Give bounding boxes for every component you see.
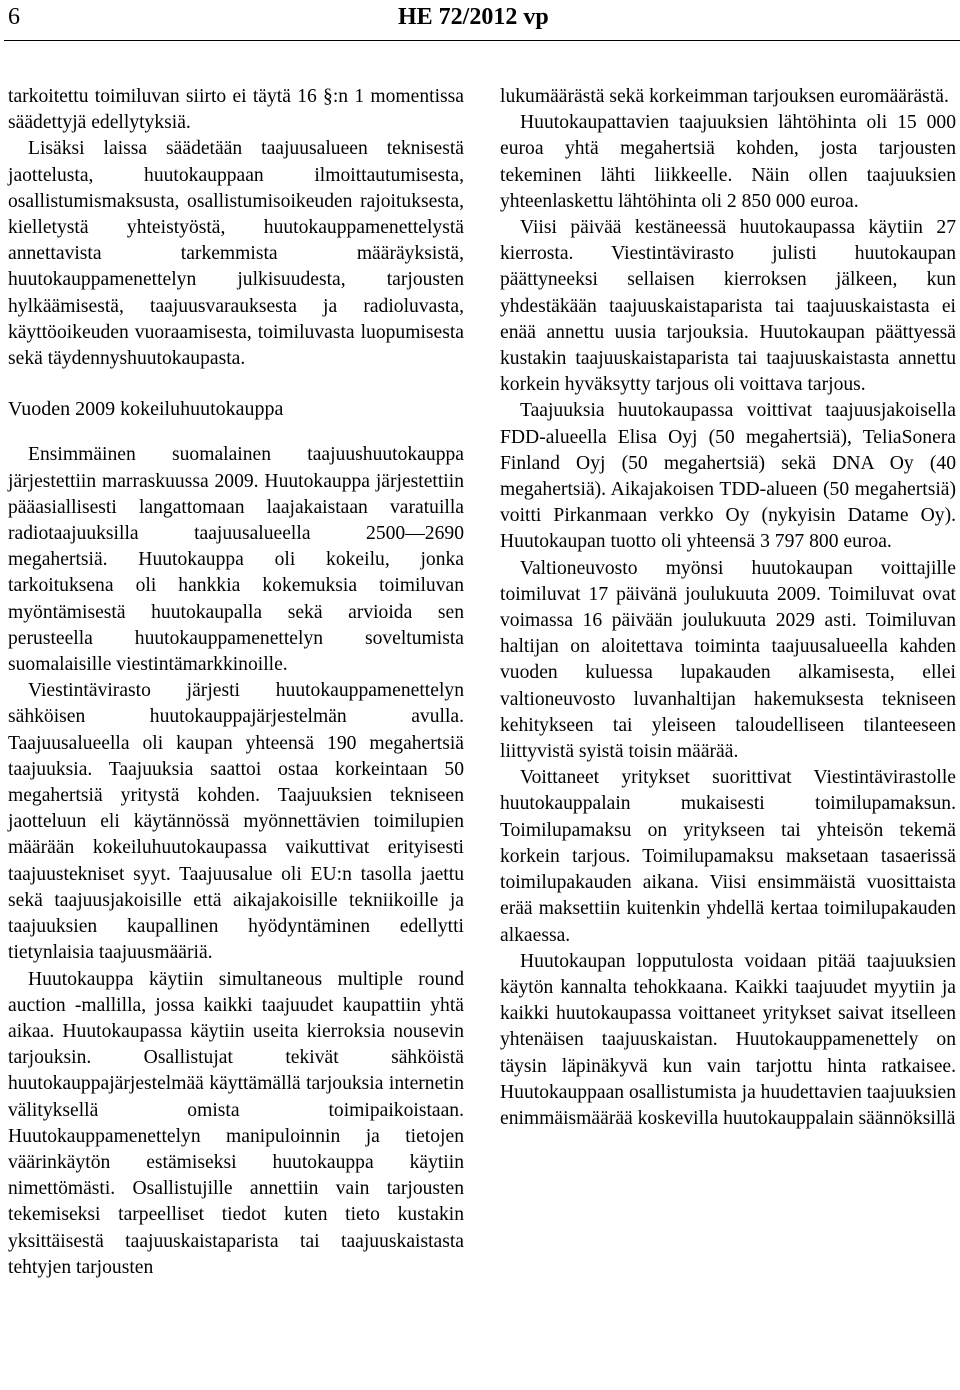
paragraph: Ensimmäinen suomalainen taajuushuutokauppa järjestettiin marraskuussa 2009. Huutokauppa järjestettiin pääasiallisesti langattomaan laajakaistaan varatuilla radiotaajuuksilla taajuusalueella 2500—2690 megahertsiä. Huutokauppa oli kokeilu, jonka tarkoituksena oli hankkia kokemuksia toimiluvan myöntämisestä huutokaupalla sekä arvioida sen perusteella huutokauppamenettelyn soveltumista suomalaisille viestintämarkkinoille. bbox=[8, 444, 464, 676]
paragraph: Huutokaupattavien taajuuksien lähtöhinta oli 15 000 euroa yhtä megahertsiä kohden, josta tarjousten tekeminen lähti liikkeelle. Näin ollen taajuuksien yhteenlaskettu lähtöhinta oli 2 850 000 euroa. bbox=[500, 112, 956, 212]
paragraph: lukumäärästä sekä korkeimman tarjouksen euromäärästä. bbox=[500, 86, 949, 107]
section-heading: Vuoden 2009 kokeiluhuutokauppa bbox=[8, 398, 284, 421]
paragraph: Viestintävirasto järjesti huutokauppamenettelyn sähköisen huutokauppajärjestelmän avulla. Taajuusalueella oli kaupan yhteensä 190 megahertsiä taajuuksia. Taajuuksia saattoi ostaa korkeintaan 50 megahertsiä yritystä kohden. Taajuuksien tekniseen jaotteluun eli käytännössä myönnettävien toimilupien määrään kokeiluhuutokaupassa vaikuttivat erityisesti taajuustekniset syyt. Taajuusalue oli EU:n tasolla jaettu sekä taajuusjakoisille että aikajakoisille tekniikoille ja taajuuksien kaupallinen hyödyntäminen edellytti tietynlaisia taajuusmääriä. bbox=[8, 680, 464, 964]
paragraph: Huutokaupan lopputulosta voidaan pitää taajuuksien käytön kannalta tehokkaana. Kaikki taajuudet myytiin ja kaikki huutokaupassa voittaneet yritykset saivat itselleen yhtenäisen taajuuskaistan. Huutokauppamenettely on täysin läpinäkyvä kun vain tarjottu hinta ratkaisee. Huutokauppaan osallistumista ja huudettavien taajuuksien enimmäismäärää koskevilla huutokauppalain säännöksillä bbox=[500, 950, 956, 1129]
paragraph: Voittaneet yritykset suorittivat Viestintävirastolle huutokauppalain mukaisesti toimilupamaksun. Toimilupamaksu on yritykseen tai yhteisön tekemä korkein tarjous. Toimilupamaksu maksetaan tasaerissä toimilupakauden aikana. Viisi ensimmäistä vuosittaista erää maksettiin kuitenkin yhdellä kertaa toimilupakauden alkaessa. bbox=[500, 767, 956, 946]
paragraph: Valtioneuvosto myönsi huutokaupan voittajille toimiluvat 17 päivänä joulukuuta 2009. Toimiluvat ovat voimassa 16 päivään joulukuuta 2029 asti. Toimiluvan haltijan on aloitettava toiminta taajuusalueella kahden vuoden kuluessa lupakauden alkamisesta, ellei valtioneuvosto luvanhaltijan hakemuksesta tekniseen kehitykseen tai yleiseen taloudelliseen tilanteeseen liittyvistä syistä toisin määrää. bbox=[500, 557, 956, 763]
page-header bbox=[0, 0, 960, 40]
paragraph: tarkoitettu toimiluvan siirto ei täytä 16 §:n 1 momentissa säädettyjä edellytyksiä. bbox=[8, 86, 464, 134]
left-column bbox=[8, 84, 464, 1281]
header-rule bbox=[4, 40, 960, 41]
document-id: HE 72/2012 vp bbox=[398, 4, 549, 30]
page-number: 6 bbox=[8, 4, 20, 30]
paragraph: Taajuuksia huutokaupassa voittivat taajuusjakoisella FDD-alueella Elisa Oyj (50 megahertsiä), TeliaSonera Finland Oyj (50 megahertsiä) sekä DNA Oy (40 megahertsiä). Aikajakoisen TDD-alueen (50 megahertsiä) voitti Pirkanmaan verkko Oy (nykyisin Datame Oy). Huutokaupan tuotto oli yhteensä 3 797 800 euroa. bbox=[500, 400, 956, 553]
paragraph: Viisi päivää kestäneessä huutokaupassa käytiin 27 kierrosta. Viestintävirasto julisti huutokaupan päättyneeksi sellaisen kierroksen jälkeen, kun yhdestäkään taajuuskaistaparista tai taajuuskaistasta ei enää annettu uusia tarjouksia. Huutokaupan päättyessä kustakin taajuuskaistaparista tai taajuuskaistasta annettu korkein hyväksytty tarjous oli voittava tarjous. bbox=[500, 217, 956, 396]
paragraph: Huutokauppa käytiin simultaneous multiple round auction -mallilla, jossa kaikki taajuudet kaupattiin yhtä aikaa. Huutokaupassa käytiin useita kierroksia nousevin tarjouksin. Osallistujat tekivät sähköistä huutokauppajärjestelmää käyttämällä tarjouksia internetin välityksellä omista toimipaikoistaan. Huutokauppamenettelyn manipuloinnin ja tietojen väärinkäytön estämiseksi huutokauppa käytiin nimettömästi. Osallistujille annettiin vain tarjousten tekemiseksi tarpeelliset tiedot kuten tieto kustakin yksittäisestä taajuuskaistaparista tai taajuuskaistasta tehtyjen tarjousten bbox=[8, 968, 464, 1278]
paragraph: Lisäksi laissa säädetään taajuusalueen teknisestä jaottelusta, huutokauppaan ilmoittautumisesta, osallistumismaksusta, osallistumisoikeuden rajoituksesta, kielletystä yhteistyöstä, huutokauppamenettelystä annettavista tarkemmista määräyksistä, huutokauppamenettelyn julkisuudesta, tarjousten hylkäämisestä, taajuusvarauksesta ja radioluvasta, käyttöoikeuden vuoraamisesta, toimiluvasta luopumisesta sekä täydennyshuutokaupasta. bbox=[8, 138, 464, 370]
right-column bbox=[500, 84, 956, 1132]
